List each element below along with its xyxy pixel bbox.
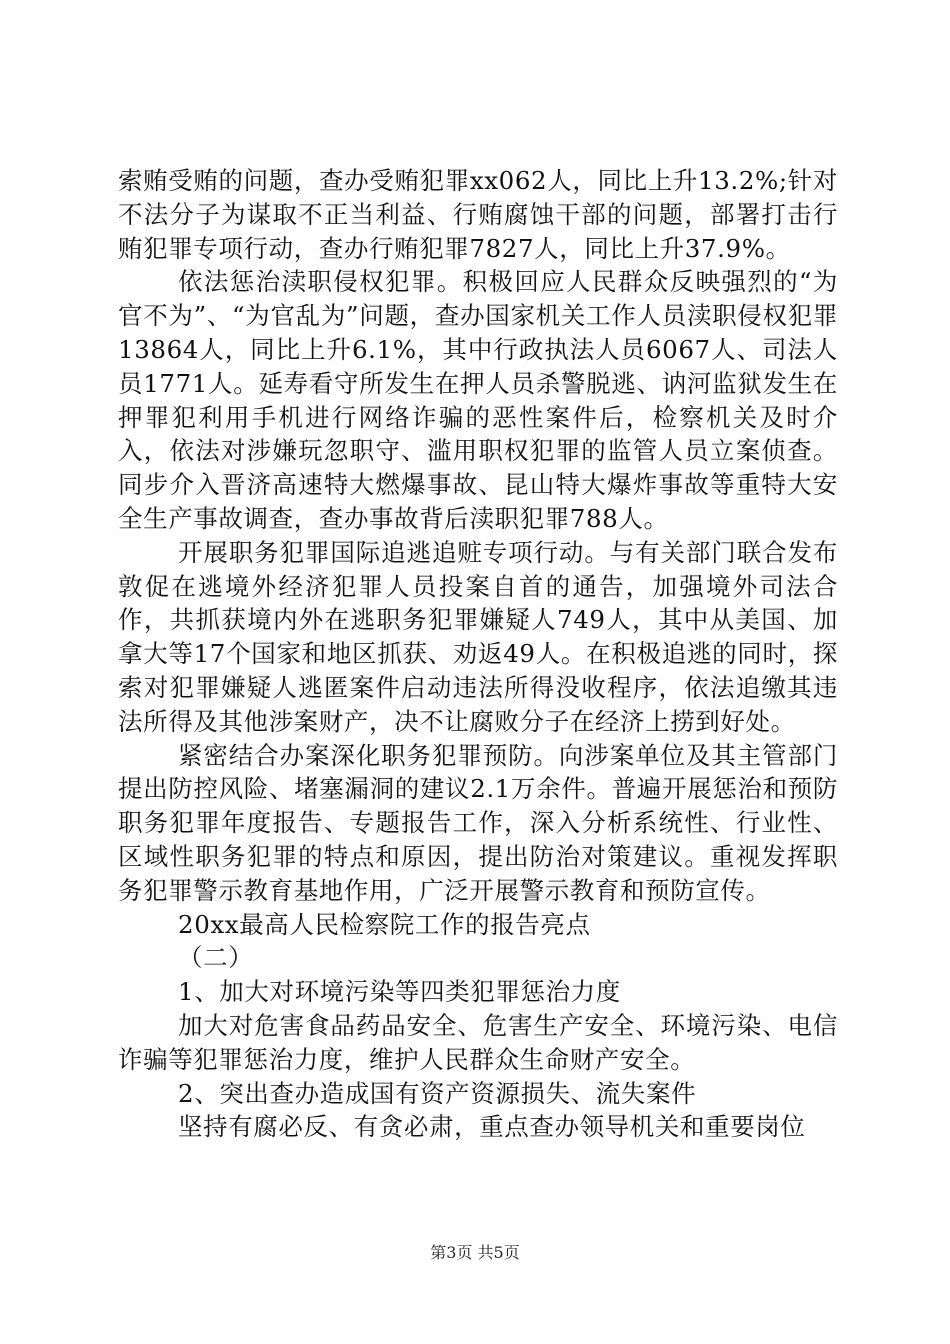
item-heading-1: 1、加大对环境污染等四类犯罪惩治力度 [178,977,621,1007]
item-body-2: 坚持有腐必反、有贪必肃，重点查办领导机关和重要岗位 [178,1112,806,1142]
page-footer: 第3页 共5页 [430,1243,520,1262]
paragraph-1: 索贿受贿的问题，查办受贿犯罪xx062人，同比上升13.2%;针对不法分子为谋取不正当利益、行贿腐蚀干部的问题，部署打击行贿犯罪专项行动，查办行贿犯罪7827人，同比上升37.9%。 [118,166,838,263]
paragraph-2: 依法惩治渎职侵权犯罪。积极回应人民群众反映强烈的“为官不为”、“为官乱为”问题，查办国家机关工作人员渎职侵权犯罪13864人，同比上升6.1%，其中行政执法人员6067人、司法人员1771人。延寿看守所发生在押人员杀警脱逃、讷河监狱发生在押罪犯利用手机进行网络诈骗的恶性案件后，检察机关及时介入，依法对涉嫌玩忽职守、滥用职权犯罪的监管人员立案侦查。同步介入晋济高速特大燃爆事故、昆山特大爆炸事故等重特大安全生产事故调查，查办事故背后渎职犯罪788人。 [118,267,838,533]
section-heading: 20xx最高人民检察院工作的报告亮点 [178,909,591,939]
section-number: （二） [178,943,254,973]
item-body-1: 加大对危害食品药品安全、危害生产安全、环境污染、电信诈骗等犯罪惩治力度，维护人民群众生命财产安全。 [118,1010,838,1074]
item-heading-2: 2、突出查办造成国有资产资源损失、流失案件 [178,1078,697,1108]
paragraph-3: 开展职务犯罪国际追逃追赃专项行动。与有关部门联合发布敦促在逃境外经济犯罪人员投案自首的通告，加强境外司法合作，共抓获境内外在逃职务犯罪嫌疑人749人，其中从美国、加拿大等17个国家和地区抓获、劝返49人。在积极追逃的同时，探索对犯罪嫌疑人逃匿案件启动违法所得没收程序，依法追缴其违法所得及其他涉案财产，决不让腐败分子在经济上捞到好处。 [118,537,838,736]
document-body [118,164,838,1144]
paragraph-4: 紧密结合办案深化职务犯罪预防。向涉案单位及其主管部门提出防控风险、堵塞漏洞的建议2.1万余件。普遍开展惩治和预防职务犯罪年度报告、专题报告工作，深入分析系统性、行业性、区域性职务犯罪的特点和原因，提出防治对策建议。重视发挥职务犯罪警示教育基地作用，广泛开展警示教育和预防宣传。 [118,740,838,905]
